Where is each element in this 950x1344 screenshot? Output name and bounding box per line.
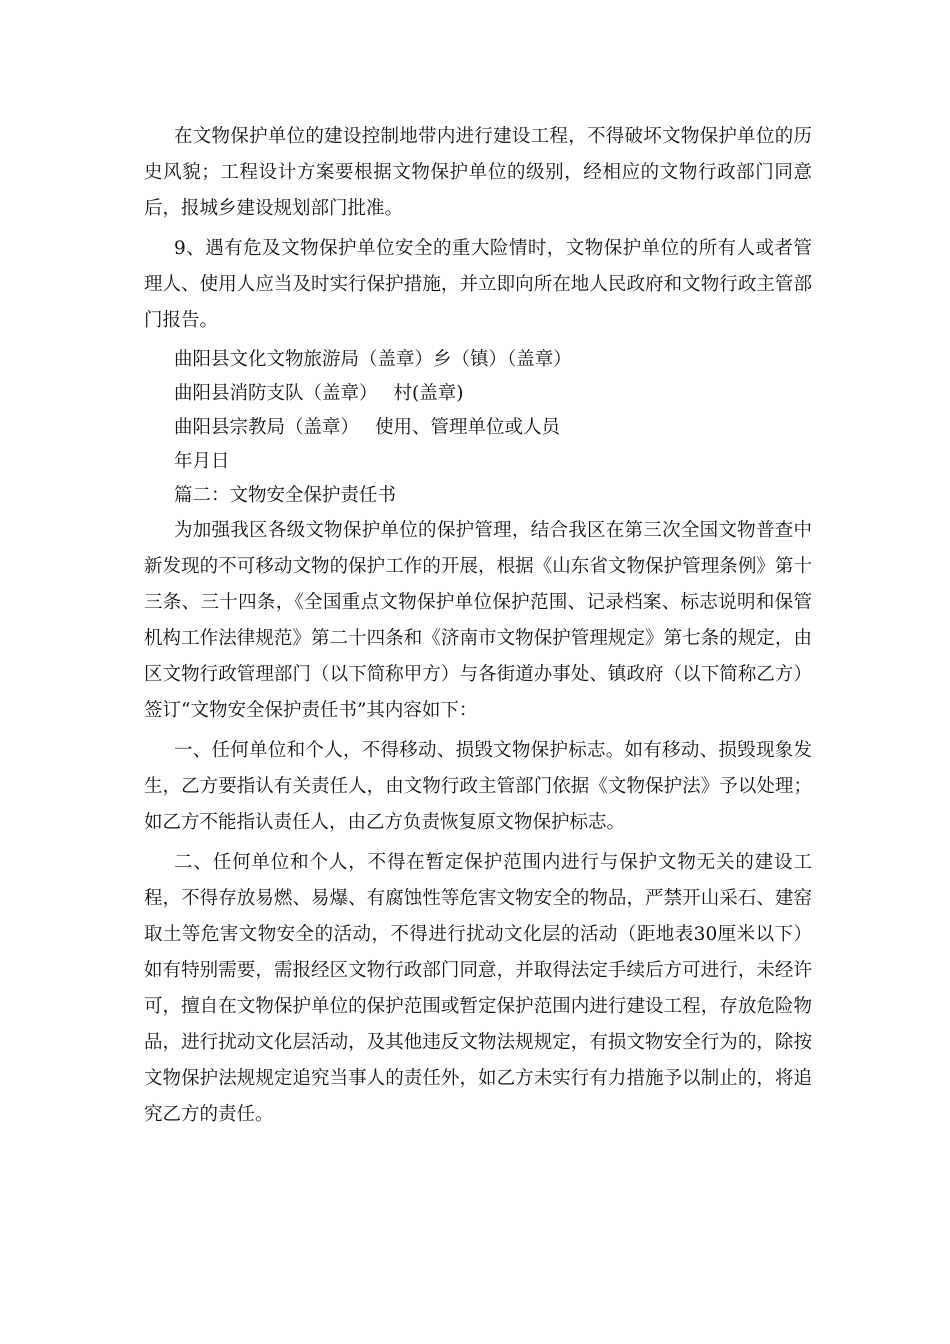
- signature-line-religion: [144, 411, 812, 445]
- signature-township: 乡（镇）（盖章）: [433, 349, 572, 370]
- signature-village: 村(盖章): [393, 383, 464, 404]
- signature-fire-brigade: 曲阳县消防支队（盖章）: [174, 383, 378, 404]
- signature-user-unit: 使用、管理单位或人员: [375, 417, 561, 438]
- paragraph-intro: 为加强我区各级文物保护单位的保护管理，结合我区在第三次全国文物普查中新发现的不可移动文物的保护工作的开展，根据《山东省文物保护管理条例》第十三条、三十四条，《全国重点文物保护单位保护范围、记录档案、标志说明和保管机构工作法律规范》第二十四条和《济南市文物保护管理规定》第七条的规定，由区文物行政管理部门（以下简称甲方）与各街道办事处、镇政府（以下简称乙方）签订“文物安全保护责任书”其内容如下：: [144, 520, 812, 721]
- paragraph-emergency-report: 9、遇有危及文物保护单位安全的重大险情时，文物保护单位的所有人或者管理人、使用人应当及时实行保护措施，并立即向所在地人民政府和文物行政主管部门报告。: [144, 238, 812, 331]
- document-body: [144, 119, 812, 1137]
- signature-line-tourism: [144, 343, 812, 377]
- section-title: 篇二：文物安全保护责任书: [174, 485, 397, 506]
- signature-line-fire: [144, 377, 812, 411]
- signature-religion-bureau: 曲阳县宗教局（盖章）: [174, 417, 360, 438]
- paragraph-construction-control: 在文物保护单位的建设控制地带内进行建设工程，不得破坏文物保护单位的历史风貌；工程设计方案要根据文物保护单位的级别，经相应的文物行政部门同意后，报城乡建设规划部门批准。: [144, 126, 812, 219]
- paragraph-clause-1: 一、任何单位和个人，不得移动、损毁文物保护标志。如有移动、损毁现象发生，乙方要指认有关责任人，由文物行政主管部门依据《文物保护法》予以处理；如乙方不能指认责任人，由乙方负责恢复原文物保护标志。: [144, 740, 812, 833]
- date-line: 年月日: [174, 451, 230, 472]
- paragraph-clause-2: 二、任何单位和个人，不得在暂定保护范围内进行与保护文物无关的建设工程，不得存放易燃、易爆、有腐蚀性等危害文物安全的物品，严禁开山采石、建窑取土等危害文物安全的活动，不得进行扰动文化层的活动（距地表30厘米以下）如有特别需要，需报经区文物行政部门同意，并取得法定手续后方可进行，未经许可，擅自在文物保护单位的保护范围或暂定保护范围内进行建设工程，存放危险物品，进行扰动文化层活动，及其他违反文物法规规定，有损文物安全行为的，除按文物保护法规规定追究当事人的责任外，如乙方未实行有力措施予以制止的，将追究乙方的责任。: [144, 852, 812, 1125]
- signature-tourism-bureau: 曲阳县文化文物旅游局（盖章）: [174, 349, 434, 370]
